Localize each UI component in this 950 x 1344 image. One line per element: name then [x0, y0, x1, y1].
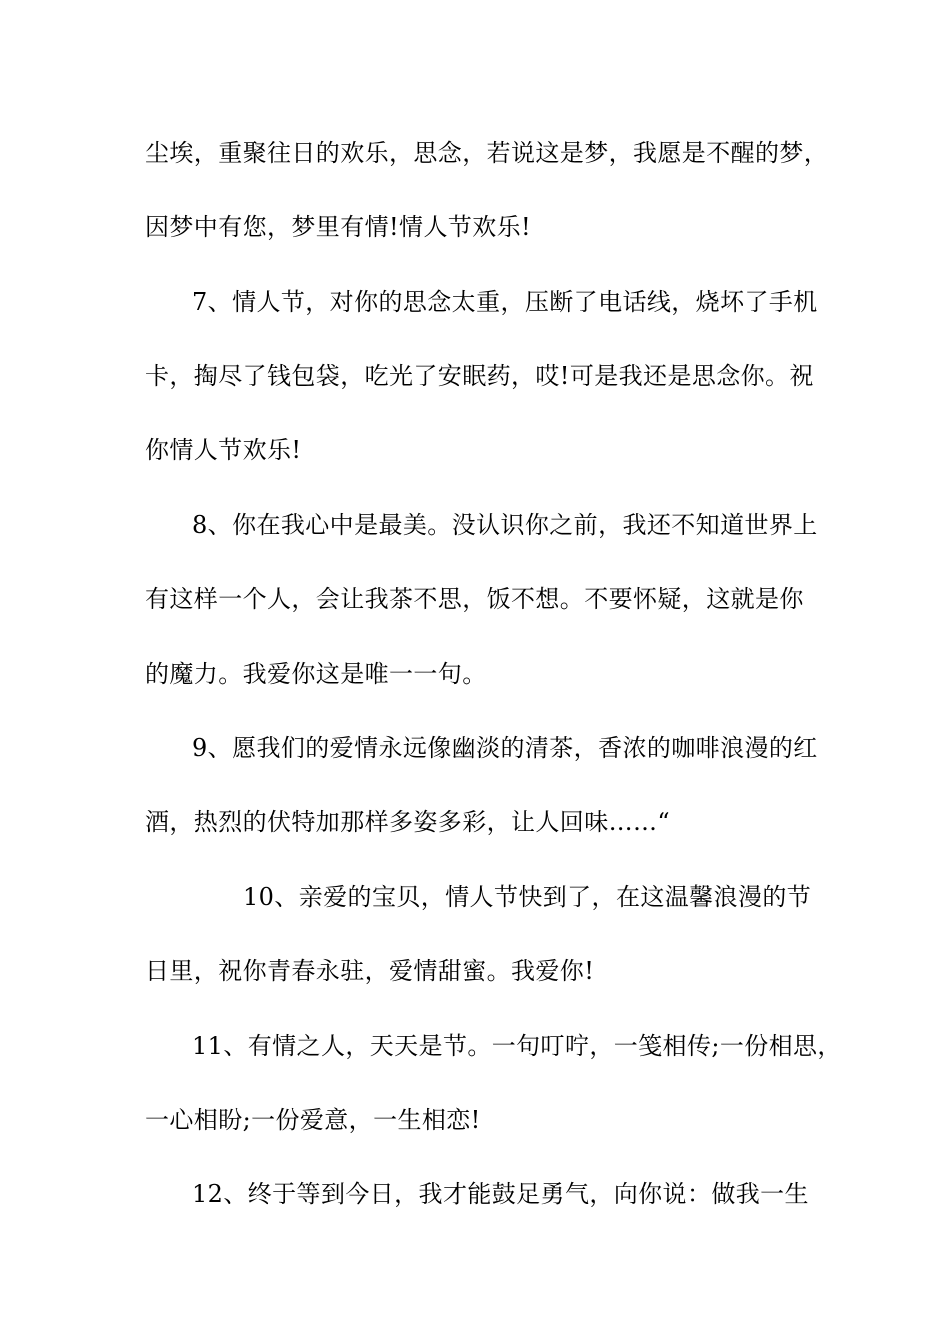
text-line-1: 尘埃，重聚往日的欢乐，思念，若说这是梦，我愿是不醒的梦，	[145, 139, 829, 167]
text-line-13: 11、有情之人，天天是节。一句叮咛，一笺相传;一份相思，	[192, 1032, 842, 1060]
text-line-14: 一心相盼;一份爱意，一生相恋!	[145, 1106, 481, 1134]
text-line-11: 10、亲爱的宝贝，情人节快到了，在这温馨浪漫的节	[243, 883, 812, 911]
text-line-5: 你情人节欢乐!	[145, 436, 302, 464]
text-line-10: 酒，热烈的伏特加那样多姿多彩，让人回味……“	[145, 808, 671, 836]
text-line-8: 的魔力。我爱你这是唯一一句。	[145, 660, 487, 688]
text-line-6: 8、你在我心中是最美。没认识你之前，我还不知道世界上	[192, 511, 818, 539]
text-line-12: 日里，祝你青春永驻，爱情甜蜜。我爱你!	[145, 957, 595, 985]
text-line-2: 因梦中有您，梦里有情!情人节欢乐!	[145, 213, 532, 241]
text-line-4: 卡，掏尽了钱包袋，吃光了安眠药，哎!可是我还是思念你。祝	[145, 362, 814, 390]
text-line-7: 有这样一个人，会让我茶不思，饭不想。不要怀疑，这就是你	[145, 585, 804, 613]
text-line-15: 12、终于等到今日，我才能鼓足勇气，向你说：做我一生	[192, 1180, 809, 1208]
text-line-3: 7、情人节，对你的思念太重，压断了电话线，烧坏了手机	[192, 288, 818, 316]
text-line-9: 9、愿我们的爱情永远像幽淡的清茶，香浓的咖啡浪漫的红	[192, 734, 818, 762]
